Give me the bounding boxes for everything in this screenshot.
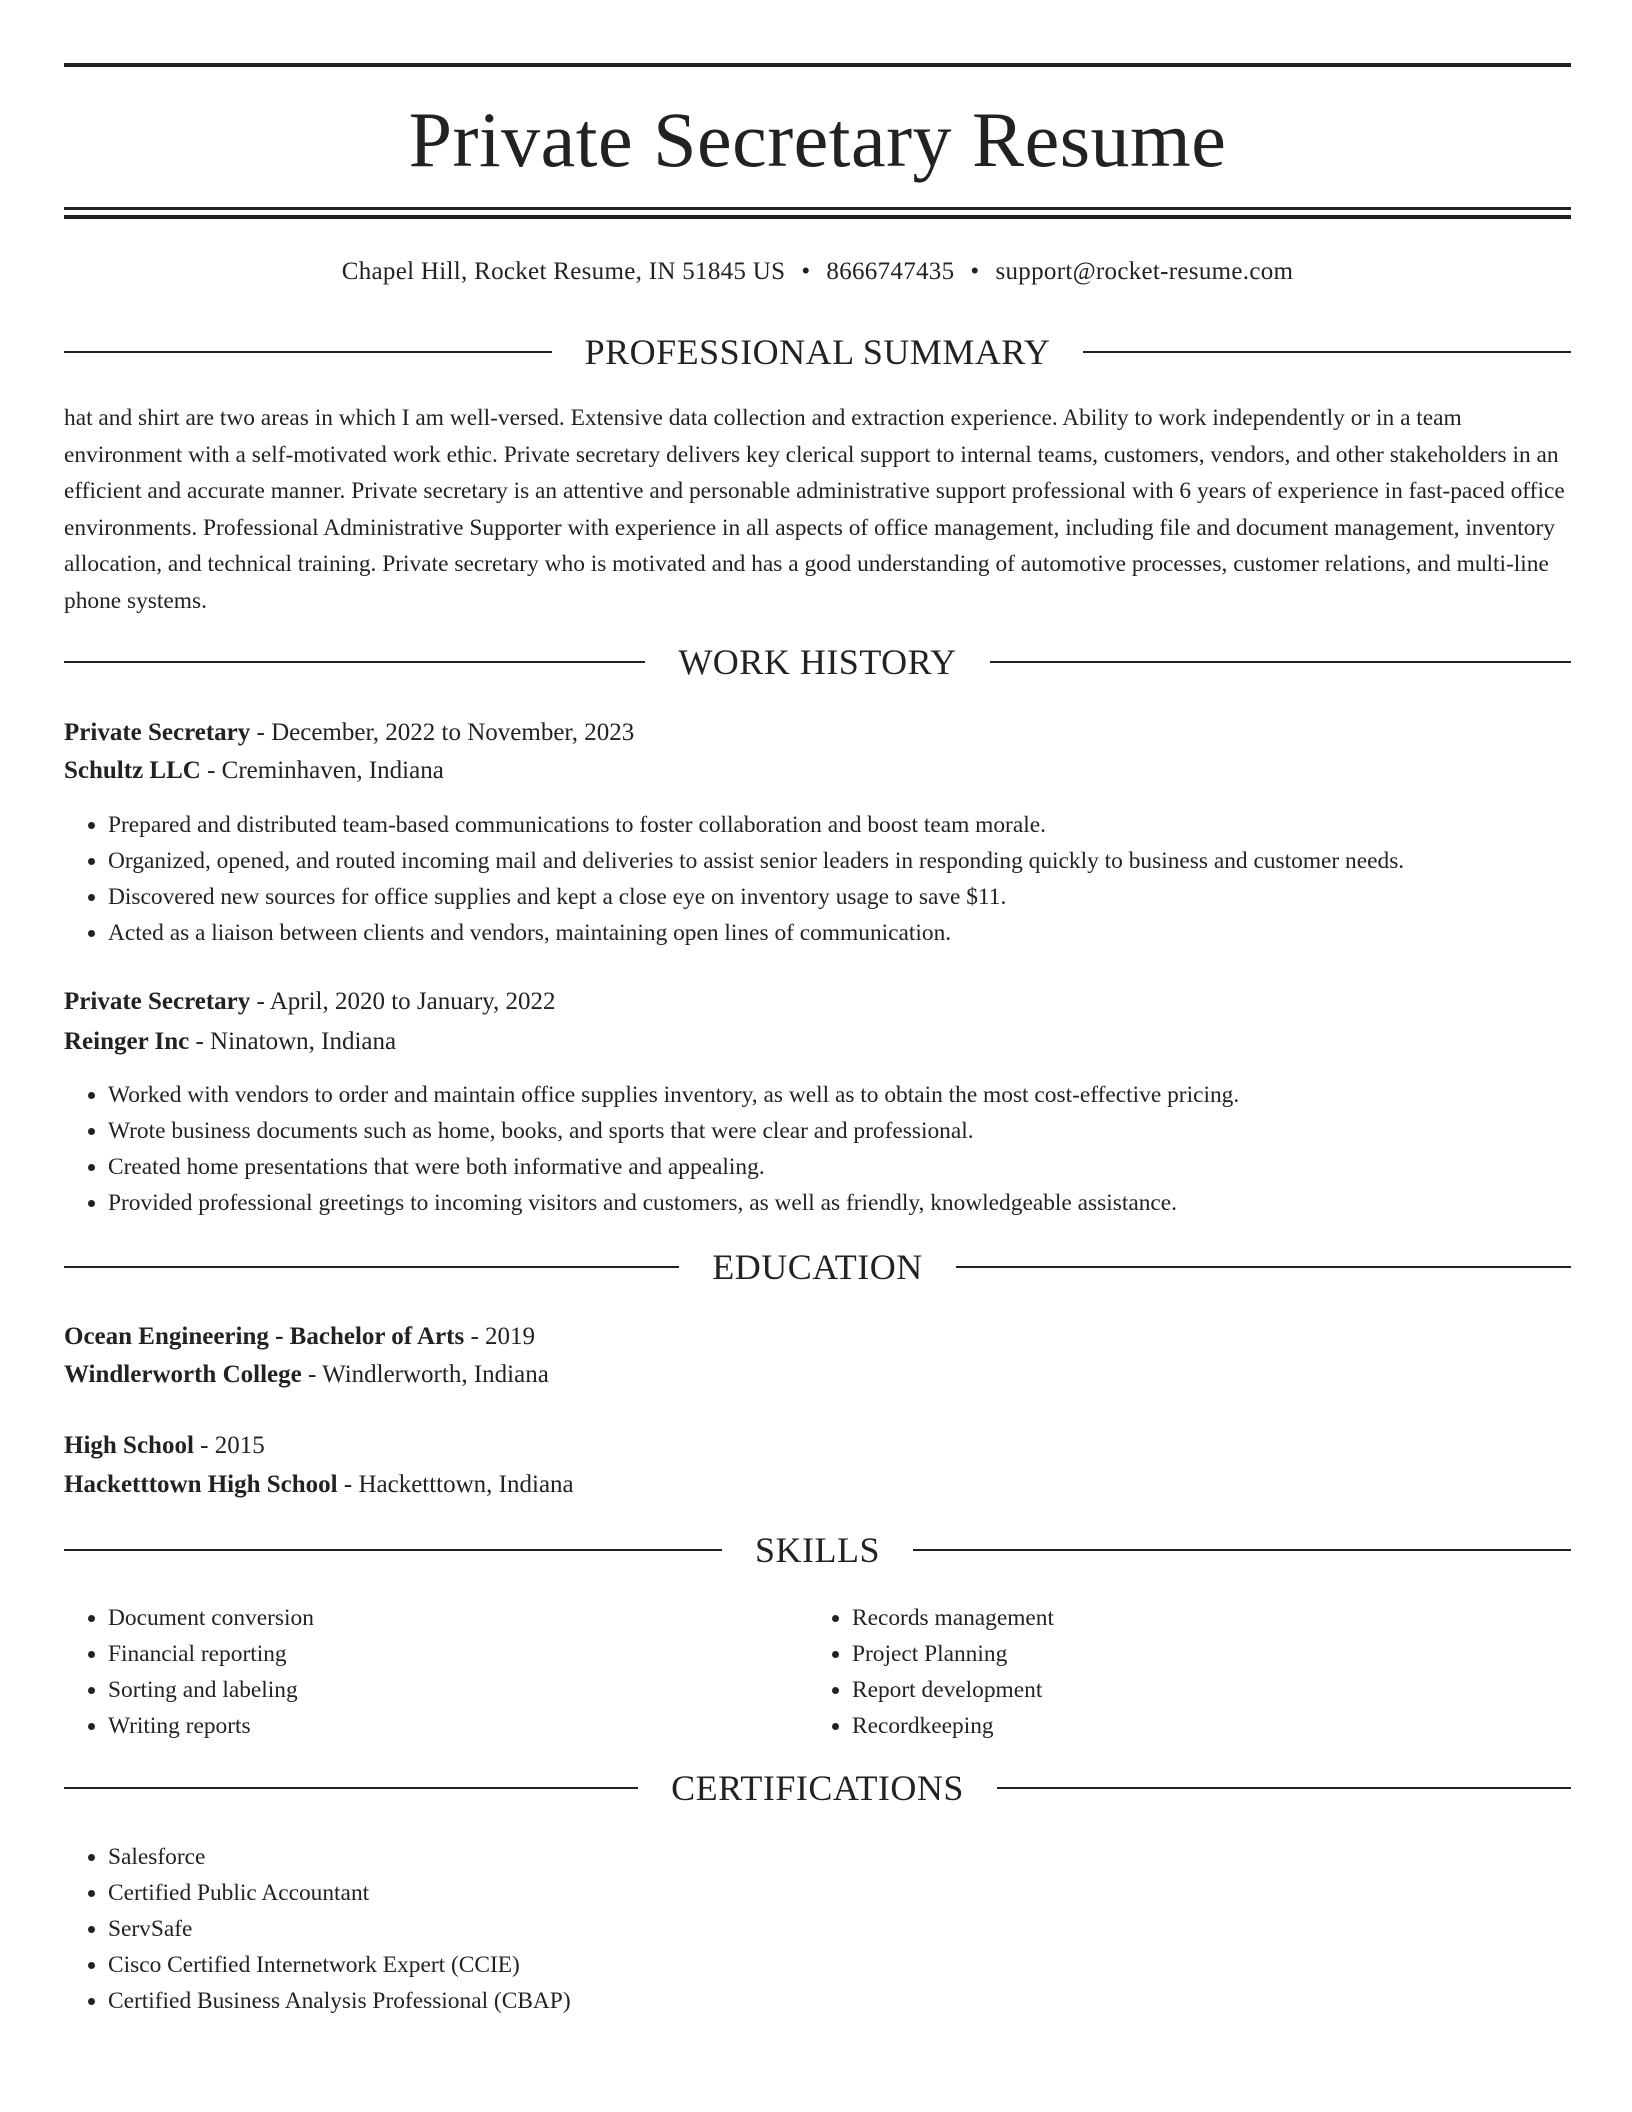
job-location: - Ninatown, Indiana xyxy=(189,1028,397,1055)
job-title: Private Secretary xyxy=(64,988,251,1015)
contact-email: support@rocket-resume.com xyxy=(995,258,1294,285)
job-title-line xyxy=(64,715,634,751)
list-item: • Provided professional greetings to incoming visitors and customers, as well as friendly, knowledgeable assistance. xyxy=(108,1185,1239,1221)
skill-item: • Report development xyxy=(852,1672,1054,1708)
certifications-list xyxy=(64,1839,571,2019)
section-rule xyxy=(64,1787,638,1789)
job-dates: - December, 2022 to November, 2023 xyxy=(250,719,635,746)
contact-line xyxy=(64,254,1571,290)
education-location: - Windlerworth, Indiana xyxy=(301,1361,549,1388)
resume-title: Private Secretary Resume xyxy=(408,96,1227,183)
certification-item: • Cisco Certified Internetwork Expert (CCIE) xyxy=(108,1947,571,1983)
skills-list-left xyxy=(64,1600,314,1744)
list-item: • Wrote business documents such as home, books, and sports that were clear and professional. xyxy=(108,1113,1239,1149)
list-item: • Worked with vendors to order and maintain office supplies inventory, as well as to obtain the most cost-effective pricing. xyxy=(108,1077,1239,1113)
section-rule xyxy=(913,1549,1571,1551)
education-degree: Ocean Engineering - Bachelor of Arts xyxy=(64,1323,465,1350)
contact-phone: 8666747435 xyxy=(826,258,955,285)
section-title: CERTIFICATIONS xyxy=(671,1768,964,1808)
section-header-certifications xyxy=(64,1766,1571,1810)
list-item: • Created home presentations that were both informative and appealing. xyxy=(108,1149,1239,1185)
contact-address: Chapel Hill, Rocket Resume, IN 51845 US xyxy=(341,258,786,285)
list-item: • Discovered new sources for office supplies and kept a close eye on inventory usage to save $11. xyxy=(108,879,1404,915)
list-item: • Acted as a liaison between clients and vendors, maintaining open lines of communication. xyxy=(108,915,1404,951)
skill-item: • Document conversion xyxy=(108,1600,314,1636)
certification-item: • Salesforce xyxy=(108,1839,571,1875)
contact-separator: • xyxy=(801,258,811,285)
title-rule-lower xyxy=(64,215,1571,219)
job-title: Private Secretary xyxy=(64,719,251,746)
skill-item: • Sorting and labeling xyxy=(108,1672,314,1708)
section-header-education xyxy=(64,1245,1571,1289)
job-company: Schultz LLC xyxy=(64,757,201,784)
certification-item: • Certified Business Analysis Professional (CBAP) xyxy=(108,1983,571,2019)
job-company: Reinger Inc xyxy=(64,1028,190,1055)
education-location: - Hacketttown, Indiana xyxy=(337,1471,574,1498)
education-school: Windlerworth College xyxy=(64,1361,302,1388)
job-company-line xyxy=(64,1024,396,1060)
job-company-line xyxy=(64,753,444,789)
education-school-line xyxy=(64,1467,574,1503)
skills-list-right xyxy=(808,1600,1054,1744)
section-rule xyxy=(990,661,1571,663)
contact-separator: • xyxy=(970,258,980,285)
section-title: WORK HISTORY xyxy=(678,642,957,682)
job-dates: - April, 2020 to January, 2022 xyxy=(250,988,556,1015)
skill-item: • Project Planning xyxy=(852,1636,1054,1672)
section-rule xyxy=(64,351,552,353)
skill-item: • Records management xyxy=(852,1600,1054,1636)
section-header-skills xyxy=(64,1528,1571,1572)
list-item: • Prepared and distributed team-based communications to foster collaboration and boost team morale. xyxy=(108,807,1404,843)
section-rule xyxy=(64,1549,722,1551)
education-year: - 2015 xyxy=(193,1432,265,1459)
section-title: SKILLS xyxy=(755,1530,881,1570)
job-bullets xyxy=(64,807,1404,951)
education-year: - 2019 xyxy=(464,1323,536,1350)
job-location: - Creminhaven, Indiana xyxy=(200,757,444,784)
summary-text: hat and shirt are two areas in which I am well-versed. Extensive data collection and extraction experience. Ability to work independently or in a team environment with a self-motivated work ethic. Private secretary delivers key clerical support to internal teams, customers, vendors, and other stakeholders in an efficient and accurate manner. Private secretary is an attentive and personable administrative support professional with 6 years of experience in fast-paced office environments. Professional Administrative Supporter with experience in all aspects of office management, including file and document management, inventory allocation, and technical training. Private secretary who is motivated and has a good understanding of automotive processes, customer relations, and multi-line phone systems. xyxy=(64,405,1565,614)
education-school: Hacketttown High School xyxy=(64,1471,338,1498)
job-title-line xyxy=(64,984,556,1020)
certification-item: • Certified Public Accountant xyxy=(108,1875,571,1911)
education-degree-line xyxy=(64,1428,265,1464)
section-rule xyxy=(1083,351,1571,353)
title-rule-upper xyxy=(64,207,1571,210)
education-degree: High School xyxy=(64,1432,194,1459)
skill-item: • Financial reporting xyxy=(108,1636,314,1672)
education-school-line xyxy=(64,1357,549,1393)
section-header-work-history xyxy=(64,640,1571,684)
section-title: PROFESSIONAL SUMMARY xyxy=(584,332,1051,372)
skill-item: • Recordkeeping xyxy=(852,1708,1054,1744)
section-rule xyxy=(64,661,645,663)
section-title: EDUCATION xyxy=(712,1247,923,1287)
section-rule xyxy=(997,1787,1571,1789)
certification-item: • ServSafe xyxy=(108,1911,571,1947)
job-bullets xyxy=(64,1077,1239,1221)
list-item: • Organized, opened, and routed incoming mail and deliveries to assist senior leaders in responding quickly to business and customer needs. xyxy=(108,843,1404,879)
top-rule xyxy=(64,63,1571,67)
skill-item: • Writing reports xyxy=(108,1708,314,1744)
section-rule xyxy=(956,1266,1571,1268)
section-rule xyxy=(64,1266,679,1268)
section-header-summary xyxy=(64,330,1571,374)
education-degree-line xyxy=(64,1319,535,1355)
